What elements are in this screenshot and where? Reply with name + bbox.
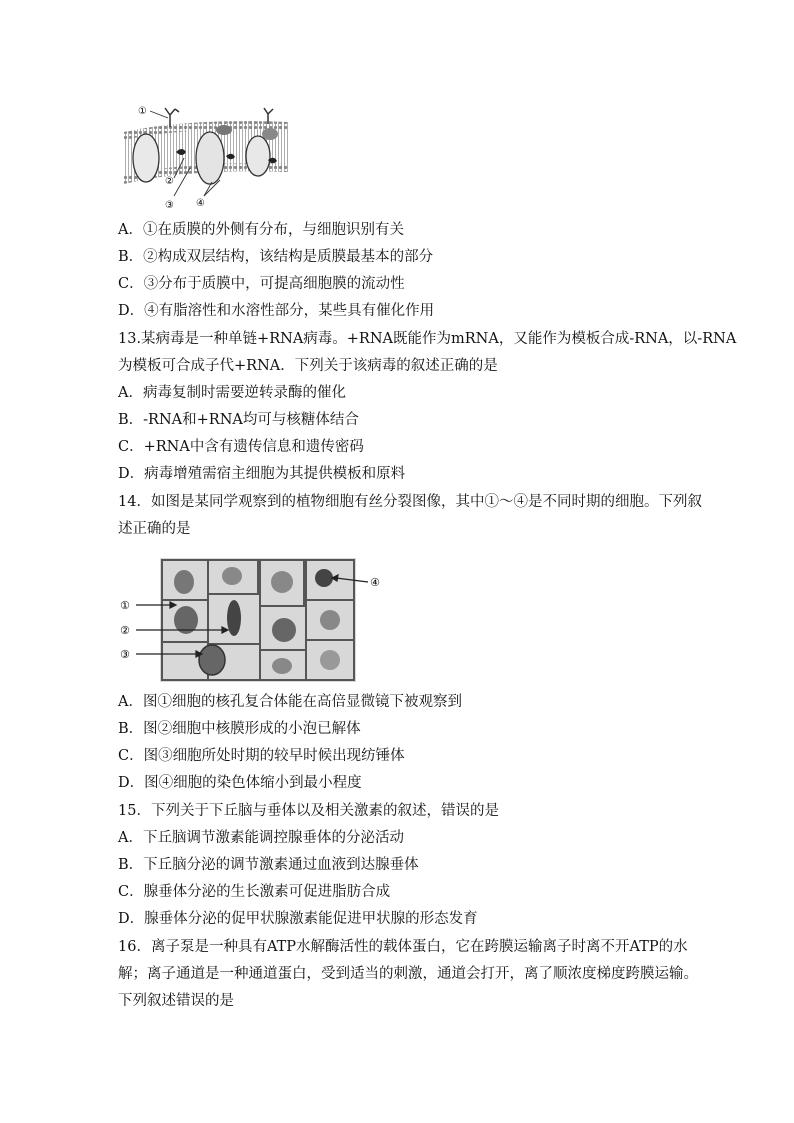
marker-1: ①	[138, 106, 147, 117]
mitosis-micrograph	[118, 556, 388, 684]
q14-option-d: D．图④细胞的染色体缩小到最小程度	[118, 775, 362, 791]
protein-shape	[262, 128, 278, 140]
q14-option-b: B．图②细胞中核膜形成的小泡已解体	[118, 721, 361, 737]
q13-stem-line1: 13.某病毒是一种单链+RNA病毒。+RNA既能作为mRNA，又能作为模板合成-RNA，以-RNA	[118, 331, 737, 347]
protein-shape	[216, 125, 232, 135]
q13-option-d: D．病毒增殖需宿主细胞为其提供模板和原料	[118, 466, 406, 482]
q13-stem-line2: 为模板可合成子代+RNA．下列关于该病毒的叙述正确的是	[118, 358, 498, 374]
mitosis-micrograph-svg	[118, 556, 388, 684]
q12-option-a: A．①在质膜的外侧有分布，与细胞识别有关	[118, 222, 404, 238]
q15-stem: 15．下列关于下丘脑与垂体以及相关激素的叙述，错误的是	[118, 803, 499, 819]
marker-1: ①	[120, 599, 130, 612]
q15-option-b: B．下丘脑分泌的调节激素通过血液到达腺垂体	[118, 857, 419, 873]
q16-stem-line2: 解；离子通道是一种通道蛋白，受到适当的刺激，通道会打开，离了顺浓度梯度跨膜运输。	[118, 966, 698, 982]
q15-option-a: A．下丘脑调节激素能调控腺垂体的分泌活动	[118, 830, 404, 846]
q14-option-a: A．图①细胞的核孔复合体能在高倍显微镜下被观察到	[118, 694, 462, 710]
q13-option-b: B．-RNA和+RNA均可与核糖体结合	[118, 412, 359, 428]
marker-2: ②	[165, 176, 174, 187]
marker-2: ②	[120, 624, 130, 637]
q14-option-c: C．图③细胞所处时期的较早时候出现纺锤体	[118, 748, 405, 764]
marker-4: ④	[196, 198, 205, 209]
marker-4: ④	[370, 576, 380, 589]
membrane-diagram-svg	[118, 100, 294, 218]
q13-option-a: A．病毒复制时需要逆转录酶的催化	[118, 385, 346, 401]
q15-option-d: D．腺垂体分泌的促甲状腺激素能促进甲状腺的形态发育	[118, 911, 478, 927]
protein-shape	[133, 134, 159, 182]
protein-shape	[196, 132, 224, 184]
q13-option-c: C．+RNA中含有遗传信息和遗传密码	[118, 439, 364, 455]
marker-3: ③	[120, 648, 130, 661]
q12-option-b: B．②构成双层结构，该结构是质膜最基本的部分	[118, 249, 434, 265]
q14-stem-line1: 14．如图是某同学观察到的植物细胞有丝分裂图像，其中①～④是不同时期的细胞。下列叙	[118, 494, 702, 510]
q16-stem-line3: 下列叙述错误的是	[118, 993, 234, 1009]
membrane-diagram	[118, 100, 294, 218]
q16-stem-line1: 16．离子泵是一种具有ATP水解酶活性的载体蛋白，它在跨膜运输离子时离不开ATP的水	[118, 939, 688, 955]
q14-stem-line2: 述正确的是	[118, 521, 191, 537]
protein-shape	[246, 136, 270, 176]
q12-option-d: D．④有脂溶性和水溶性部分，某些具有催化作用	[118, 303, 435, 319]
q12-option-c: C．③分布于质膜中，可提高细胞膜的流动性	[118, 276, 405, 292]
marker-3: ③	[165, 200, 174, 211]
q15-option-c: C．腺垂体分泌的生长激素可促进脂肪合成	[118, 884, 391, 900]
